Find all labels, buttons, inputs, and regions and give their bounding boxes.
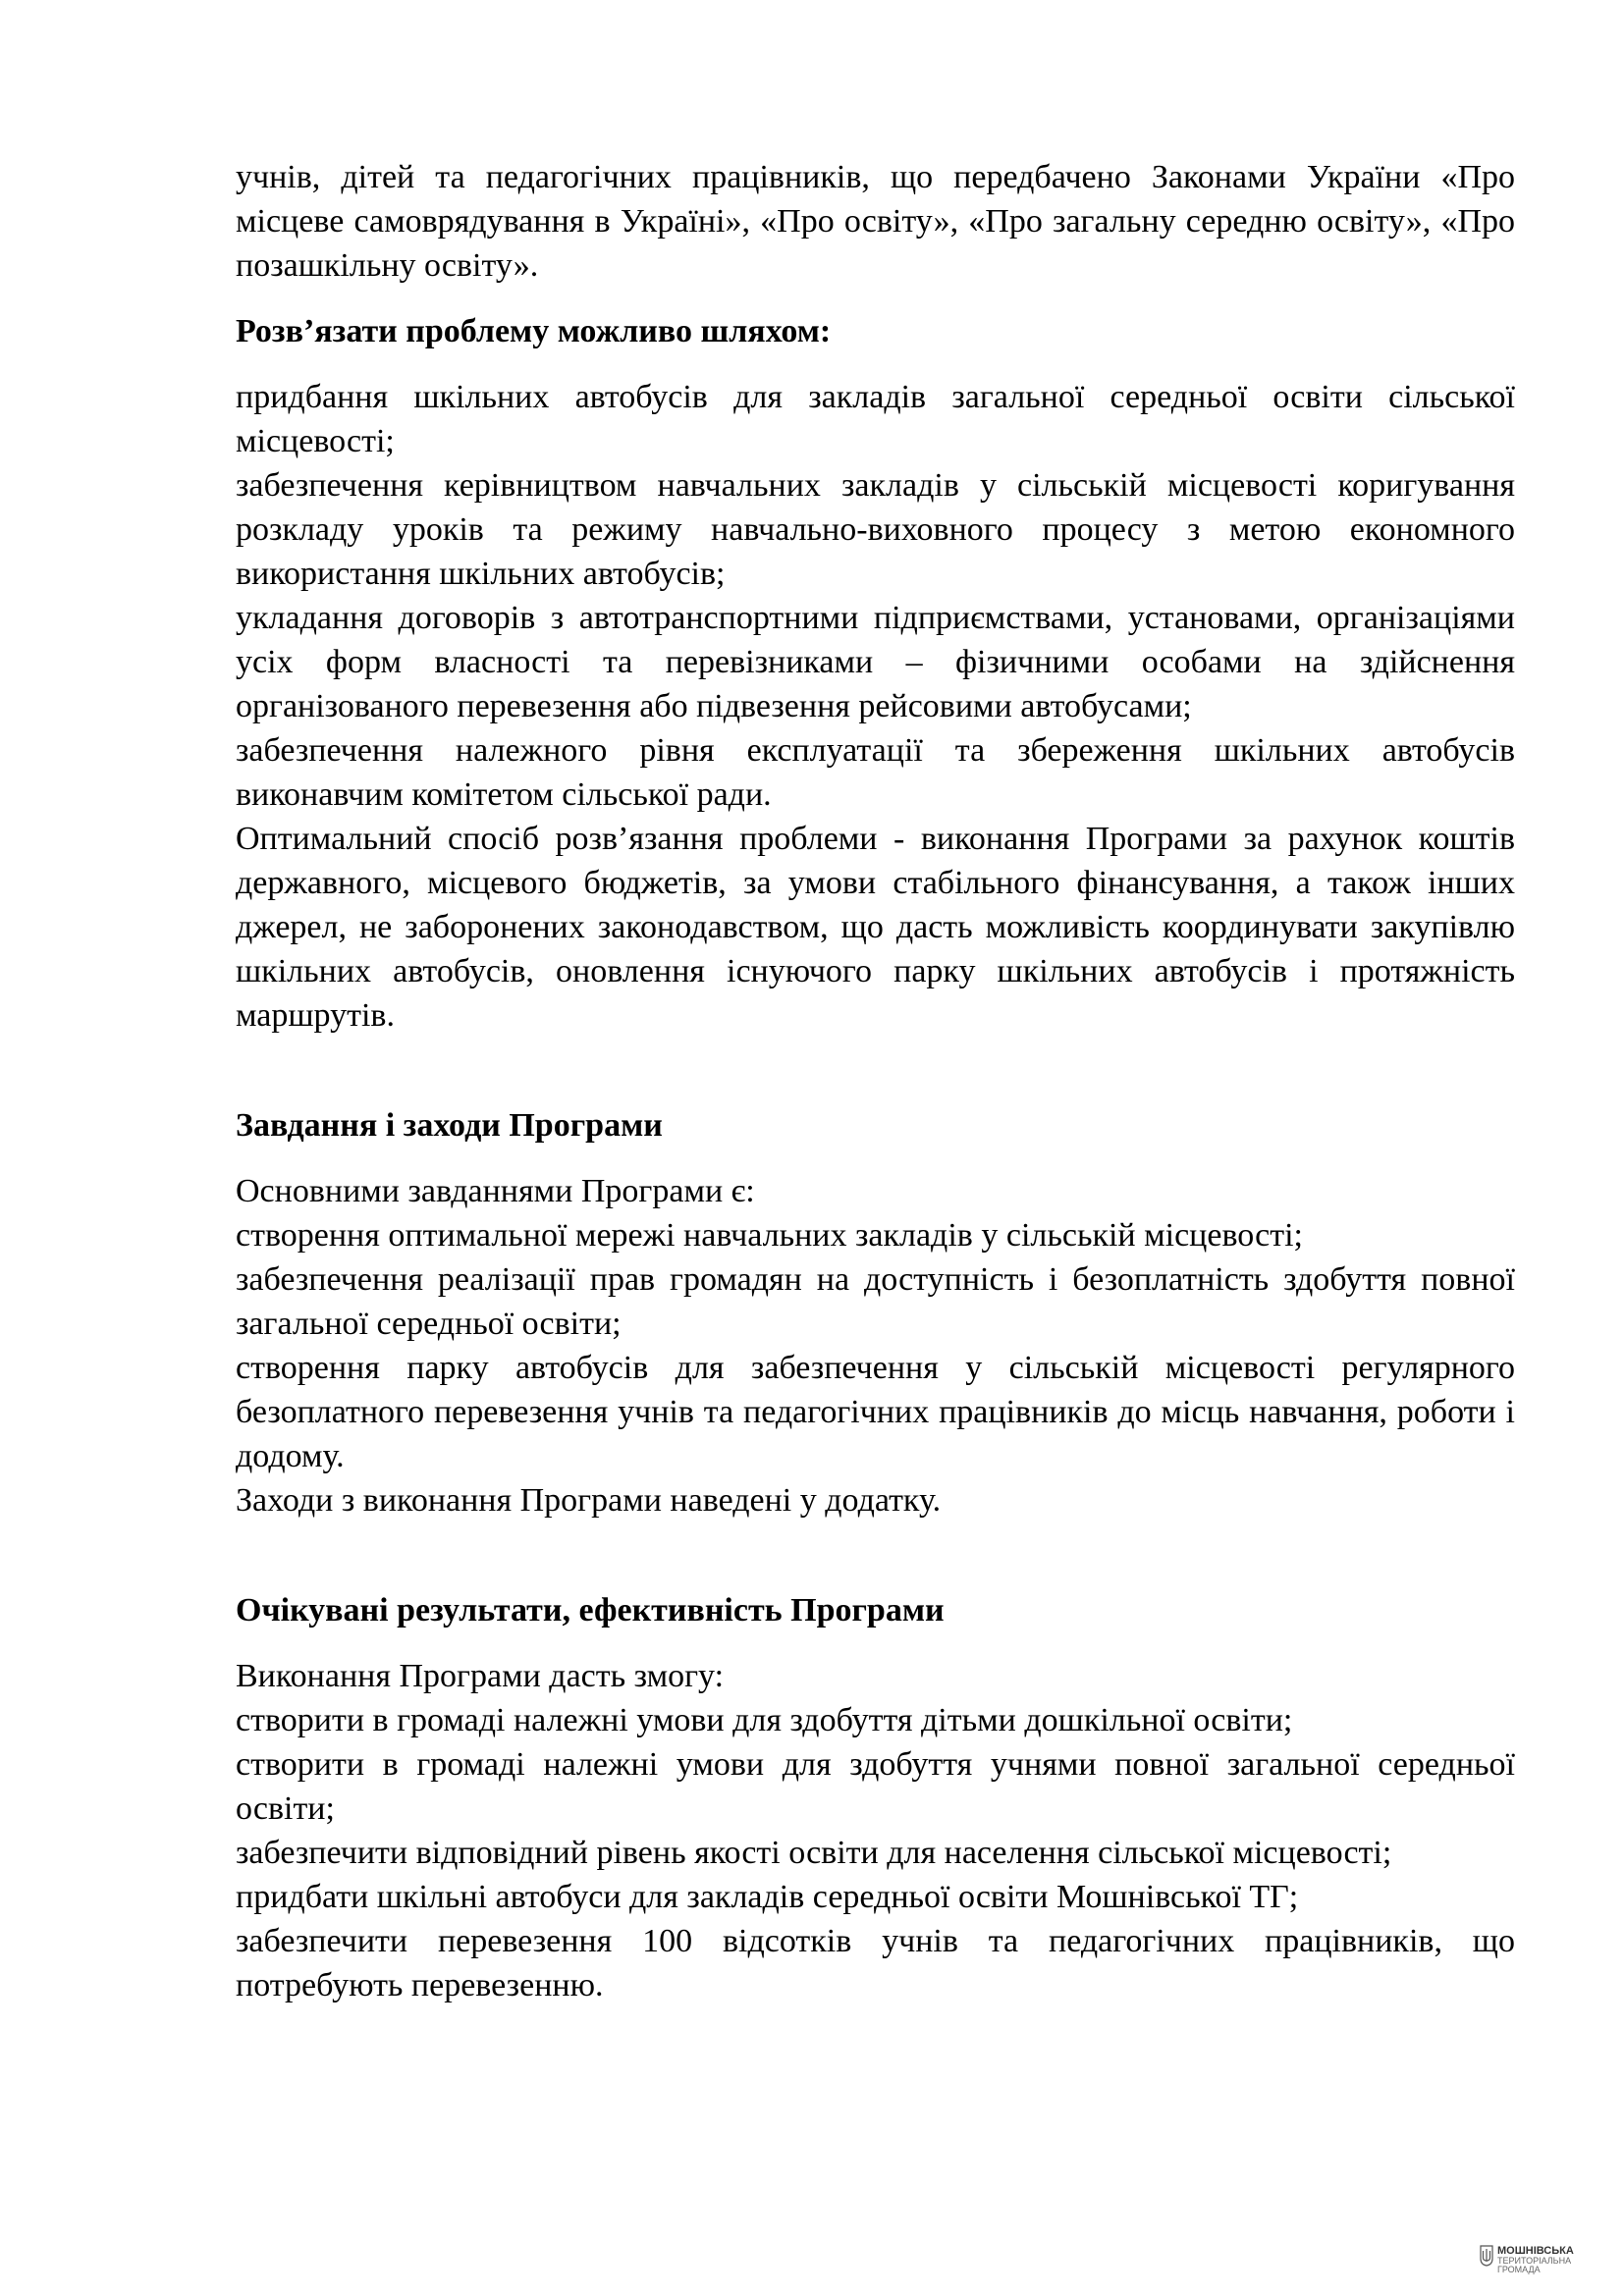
section-heading-tasks: Завдання і заходи Програми (236, 1107, 663, 1144)
solution-item: придбання шкільних автобусів для закладів загальної середньої освіти сільської місцевості; (236, 379, 1515, 459)
logo-text (1497, 2245, 1574, 2274)
solution-item: укладання договорів з автотранспортними підприємствами, установами, організаціями усіх форм власності та перевізниками – фізичними особами на здійснення організованого перевезення або підвезення рейсовими автобусами; (236, 600, 1515, 724)
result-item: створити в громаді належні умови для здобуття дітьми дошкільної освіти; (236, 1702, 1293, 1738)
section-heading-solutions: Розв’язати проблему можливо шляхом: (236, 313, 832, 349)
community-logo (1480, 2245, 1574, 2274)
result-item: забезпечити відповідний рівень якості освіти для населення сільської місцевості; (236, 1835, 1392, 1871)
solution-summary: Оптимальний спосіб розв’язання проблеми - виконання Програми за рахунок коштів державного, місцевого бюджетів, за умови стабільного фінансування, а також інших джерел, не заборонених законодавством, що дасть можливість координувати закупівлю шкільних автобусів, оновлення існуючого парку шкільних автобусів і протяжність маршрутів. (236, 821, 1515, 1034)
trident-emblem-icon (1480, 2245, 1493, 2267)
task-item: забезпечення реалізації прав громадян на доступність і безоплатність здобуття повної загальної середньої освіти; (236, 1261, 1515, 1342)
results-intro: Виконання Програми дасть змогу: (236, 1658, 725, 1694)
document-body (236, 155, 1515, 2007)
tasks-note: Заходи з виконання Програми наведені у додатку. (236, 1482, 942, 1519)
solution-item: забезпечення належного рівня експлуатації та збереження шкільних автобусів виконавчим комітетом сільської ради. (236, 732, 1515, 813)
logo-subtitle-line2: ГРОМАДА (1497, 2265, 1541, 2274)
result-item: придбати шкільні автобуси для закладів середньої освіти Мошнівської ТГ; (236, 1879, 1299, 1915)
logo-subtitle-line1: ТЕРИТОРІАЛЬНА (1497, 2256, 1572, 2266)
task-item: створення оптимальної мережі навчальних закладів у сільській місцевості; (236, 1217, 1303, 1254)
result-item: забезпечити перевезення 100 відсотків учнів та педагогічних працівників, що потребують перевезенню. (236, 1923, 1515, 2003)
task-item: створення парку автобусів для забезпечення у сільській місцевості регулярного безоплатного перевезення учнів та педагогічних працівників до місць навчання, роботи і додому. (236, 1350, 1515, 1474)
solution-item: забезпечення керівництвом навчальних закладів у сільській місцевості коригування розкладу уроків та режиму навчально-виховного процесу з метою економного використання шкільних автобусів; (236, 467, 1515, 592)
result-item: створити в громаді належні умови для здобуття учнями повної загальної середньої освіти; (236, 1746, 1515, 1827)
logo-title: МОШНІВСЬКА (1497, 2245, 1574, 2257)
section-heading-results: Очікувані результати, ефективність Програми (236, 1592, 945, 1629)
intro-paragraph: учнів, дітей та педагогічних працівників, що передбачено Законами України «Про місцеве самоврядування в Україні», «Про освіту», «Про загальну середню освіту», «Про позашкільну освіту». (236, 159, 1515, 284)
tasks-intro: Основними завданнями Програми є: (236, 1173, 755, 1209)
